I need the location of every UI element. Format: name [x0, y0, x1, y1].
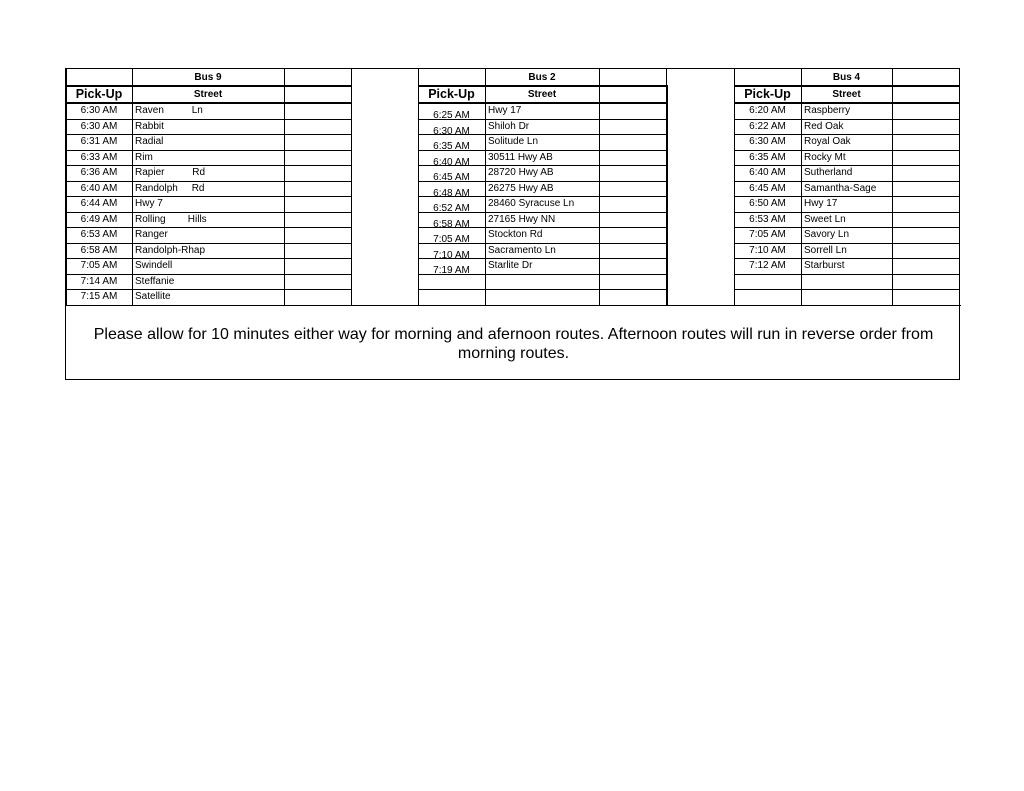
street-name: 28460 Syracuse Ln — [488, 198, 575, 209]
grid-line — [132, 69, 133, 305]
pickup-time: 6:25 AM — [433, 110, 470, 121]
pickup-time: 6:58 AM — [80, 244, 118, 256]
grid-line — [485, 69, 486, 305]
street-name: Sweet Ln — [804, 213, 846, 225]
grid-line — [801, 69, 802, 305]
street-name: Rabbit — [135, 120, 164, 132]
pickup-time: 6:30 AM — [749, 136, 786, 147]
pickup-time: 6:40 AM — [749, 167, 786, 178]
pickup-header: Pick-Up — [428, 87, 475, 101]
pickup-time: 6:53 AM — [749, 213, 786, 225]
street-name: Raven Ln — [135, 105, 203, 116]
street-name: Raspberry — [804, 105, 851, 116]
street-name: Red Oak — [804, 120, 844, 132]
pickup-time: 6:31 AM — [80, 136, 118, 147]
pickup-time: 7:10 AM — [433, 249, 470, 261]
street-name: Starburst — [804, 260, 845, 271]
street-name: 30511 Hwy AB — [488, 151, 553, 163]
pickup-time: 7:05 AM — [749, 229, 786, 240]
schedule-note: Please allow for 10 minutes either way for morning and afernoon routes. Afternoon routes will run in reverse order from morning routes. — [93, 326, 934, 362]
bus-name: Bus 9 — [194, 72, 222, 83]
bus-name: Bus 4 — [832, 72, 861, 83]
street-name: Sacramento Ln — [488, 244, 556, 256]
pickup-time: 6:53 AM — [80, 229, 118, 240]
street-name: Samantha-Sage — [804, 182, 877, 194]
street-name: Rim — [135, 151, 153, 163]
street-header: Street — [193, 89, 223, 100]
pickup-time: 6:30 AM — [433, 125, 470, 137]
street-name: Starlite Dr — [488, 260, 533, 271]
street-name: Sutherland — [804, 167, 853, 178]
grid-line — [734, 289, 959, 290]
pickup-time: 7:05 AM — [433, 234, 470, 245]
pickup-header: Pick-Up — [744, 87, 791, 101]
street-name: Royal Oak — [804, 136, 851, 147]
pickup-time: 6:44 AM — [80, 198, 118, 209]
pickup-time: 6:36 AM — [80, 167, 118, 178]
street-name: 28720 Hwy AB — [488, 167, 554, 178]
grid-line — [959, 69, 960, 305]
pickup-time: 6:45 AM — [433, 172, 470, 183]
street-name: 27165 Hwy NN — [488, 213, 556, 225]
schedule-grid — [66, 69, 959, 309]
grid-line — [351, 69, 352, 305]
pickup-time: 7:05 AM — [80, 260, 118, 271]
pickup-time: 7:19 AM — [433, 265, 470, 276]
grid-line — [599, 69, 600, 305]
pickup-time: 7:15 AM — [80, 291, 118, 302]
pickup-time: 6:33 AM — [80, 151, 118, 163]
pickup-time: 6:45 AM — [749, 182, 786, 194]
bus-name: Bus 2 — [528, 72, 556, 83]
street-name: Hwy 17 — [488, 105, 522, 116]
grid-line — [667, 85, 668, 305]
street-name: Ranger — [135, 229, 168, 240]
street-name: Steffanie — [135, 275, 175, 287]
grid-line — [418, 289, 666, 290]
grid-line — [666, 69, 667, 305]
street-name: Randolph Rd — [135, 182, 205, 194]
street-name: Hwy 7 — [135, 198, 163, 209]
pickup-time: 6:30 AM — [80, 105, 118, 116]
street-name: Satellite — [135, 291, 171, 302]
pickup-time: 6:35 AM — [749, 151, 786, 163]
grid-line — [66, 305, 961, 306]
pickup-time: 7:10 AM — [749, 244, 786, 256]
pickup-time: 6:58 AM — [433, 218, 470, 230]
pickup-time: 6:50 AM — [749, 198, 786, 209]
pickup-time: 6:22 AM — [749, 120, 786, 132]
pickup-time: 6:35 AM — [433, 141, 470, 152]
grid-line — [284, 69, 285, 305]
pickup-time: 6:20 AM — [749, 105, 786, 116]
street-name: Swindell — [135, 260, 173, 271]
pickup-time: 6:40 AM — [80, 182, 118, 194]
street-name: Stockton Rd — [488, 229, 543, 240]
street-name: Savory Ln — [804, 229, 850, 240]
pickup-time: 7:12 AM — [749, 260, 786, 271]
street-name: Solitude Ln — [488, 136, 539, 147]
street-name: Randolph-Rhap — [135, 244, 206, 256]
pickup-time: 6:52 AM — [433, 203, 470, 214]
pickup-time: 6:40 AM — [433, 156, 470, 168]
street-name: 26275 Hwy AB — [488, 182, 554, 194]
grid-line — [892, 69, 893, 305]
street-name: Rolling Hills — [135, 213, 207, 225]
street-header: Street — [832, 89, 861, 100]
street-name: Hwy 17 — [804, 198, 838, 209]
grid-line — [734, 274, 959, 275]
street-name: Shiloh Dr — [488, 120, 530, 132]
pickup-time: 6:48 AM — [433, 187, 470, 199]
street-name: Sorrell Ln — [804, 244, 847, 256]
pickup-time: 6:49 AM — [80, 213, 118, 225]
pickup-header: Pick-Up — [75, 87, 123, 101]
street-name: Radial — [135, 136, 164, 147]
pickup-time: 7:14 AM — [80, 275, 118, 287]
street-name: Rapier Rd — [135, 167, 206, 178]
street-name: Rocky Mt — [804, 151, 846, 163]
pickup-time: 6:30 AM — [80, 120, 118, 132]
street-header: Street — [527, 89, 557, 100]
bus-schedule-sheet — [65, 68, 960, 380]
